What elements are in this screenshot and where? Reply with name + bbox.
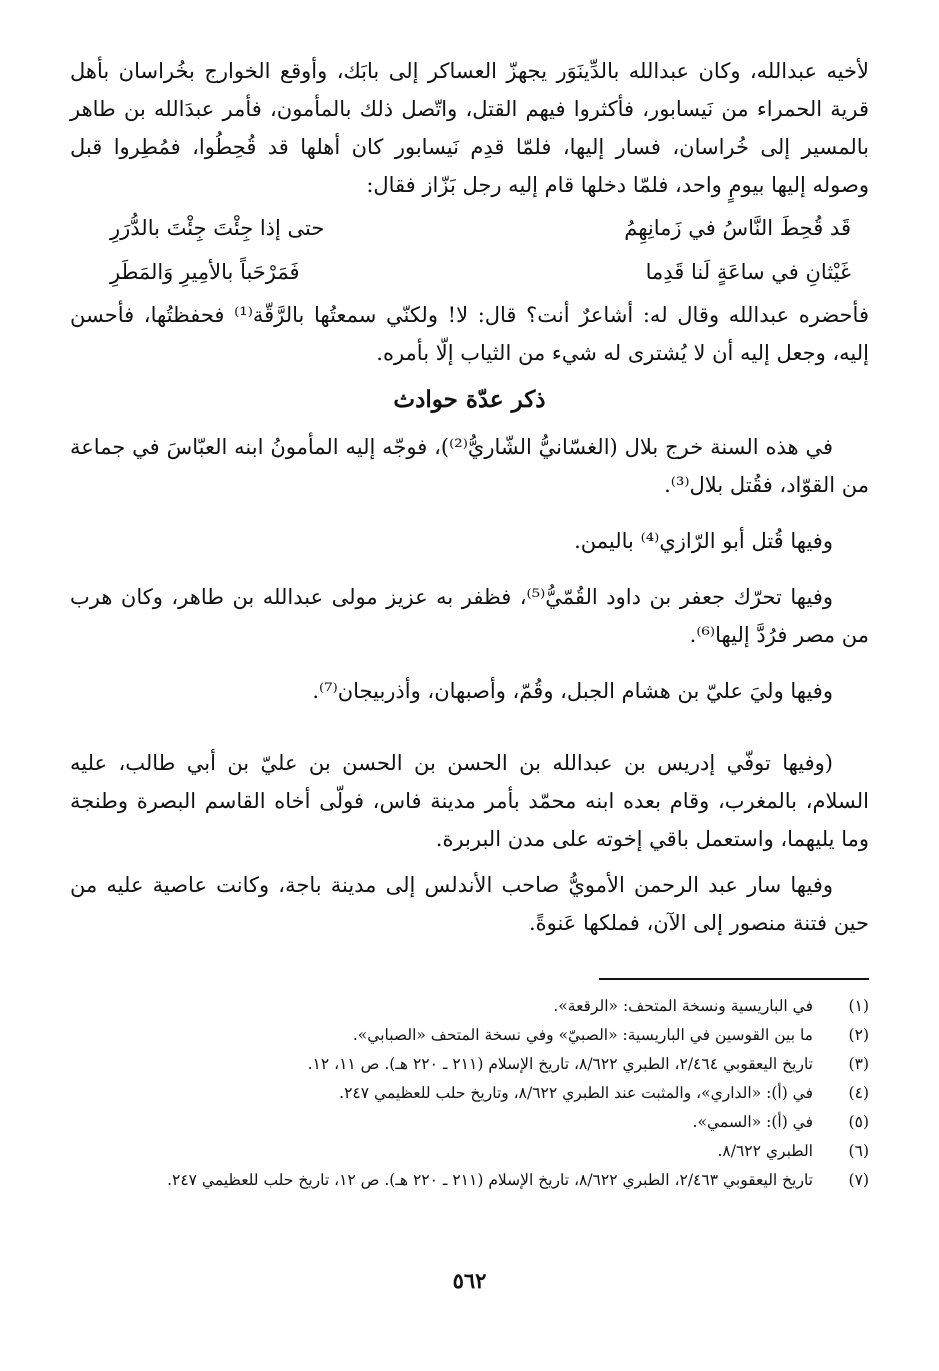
event-paragraph: وفيها قُتل أبو الرّازي⁽⁴⁾ باليمن.	[574, 529, 833, 553]
footnote-number: (٦)	[848, 1142, 869, 1160]
intro-paragraph: لأخيه عبدالله، وكان عبدالله بالدِّينَوَر يجهزّ العساكر إلى بابَك، وأوقع الخوارج بخُراسان بأهل قرية الحمراء من نَيسابور، فأكثروا فيهم القتل، واتّصل ذلك بالمأمون، فأمر عبدَالله بن طاهر بالمسير إلى خُراسان، فسار إليها، فلمّا قدِم نَيسابور كان أهلها قد قُحِطُوا، فمُطِروا قبل وصوله إليها بيومٍ واحد، فلمّا دخلها قام إليه رجل بَزّاز فقال:	[70, 59, 869, 197]
page-number: ٥٦٢	[452, 1268, 487, 1293]
verse-second-hemistich: حتى إذا جِئْتَ جِئْتَ بالدُّرَرِ	[110, 216, 325, 240]
footnote-number: (٣)	[848, 1055, 869, 1073]
footnote	[70, 1166, 869, 1195]
poem-verses	[70, 206, 869, 294]
footnote	[70, 992, 869, 1021]
verse-line	[70, 206, 869, 250]
verse-first-hemistich: قَد قُحِطَ النَّاسُ في زَمانِهِمُ	[624, 216, 851, 240]
footnote-text: الطبري ٨/٦٢٢.	[717, 1142, 813, 1160]
footnote-text: في الباريسية ونسخة المتحف: «الرقعة».	[553, 997, 813, 1015]
verse-line	[70, 250, 869, 294]
footnote-text: في (أ): «الداري»، والمثبت عند الطبري ٨/٦٢٢، وتاريخ حلب للعظيمي ٢٤٧.	[339, 1084, 813, 1102]
footnote	[70, 1137, 869, 1166]
footnote-text: تاريخ اليعقوبي ٢/٤٦٣، الطبري ٨/٦٢٢، تاريخ الإسلام (٢١١ ـ ٢٢٠ هـ). ص ١٢، تاريخ حلب للعظيمي ٢٤٧.	[167, 1171, 813, 1189]
event-paragraph: وفيها سار عبد الرحمن الأمويُّ صاحب الأندلس إلى مدينة باجة، وكانت عاصية عليه من حين فتنة منصور إلى الآن، فملكها عَنوةً.	[70, 873, 869, 935]
footnote-number: (٤)	[848, 1084, 869, 1102]
after-verses-paragraph: فأحضره عبدالله وقال له: أشاعرٌ أنت؟ قال: لا! ولكنّي سمعتُها بالرَّقّة⁽¹⁾ فحفظتُها، فأحسن إليه، وجعل إليه أن لا يُشترى له شيء من الثياب إلّا بأمره.	[70, 303, 869, 365]
event-paragraph: في هذه السنة خرج بلال (الغسّانيُّ الشّاريُّ⁽²⁾)، فوجّه إليه المأمونُ ابنه العبّاسَ في جماعة من القوّاد، فقُتل بلال⁽³⁾.	[70, 435, 869, 497]
footnote	[70, 1079, 869, 1108]
footnotes	[70, 992, 869, 1195]
footnote-number: (١)	[848, 997, 869, 1015]
footnote	[70, 1050, 869, 1079]
footnote-text: في (أ): «السمي».	[692, 1113, 813, 1131]
footnote-text: ما بين القوسين في الباريسية: «الصبيّ» وفي نسخة المتحف «الصبابي».	[352, 1026, 813, 1044]
footnote	[70, 1021, 869, 1050]
footnote-number: (٢)	[848, 1026, 869, 1044]
footnote-number: (٧)	[848, 1171, 869, 1189]
verse-first-hemistich: غَيْثانِ في ساعَةٍ لَنا قَدِما	[645, 260, 851, 284]
event-paragraph: وفيها تحرّك جعفر بن داود القُمّيُّ⁽⁵⁾، فظفر به عزيز مولى عبدالله بن طاهر، وكان هرب من مصر فرُدَّ إليها⁽⁶⁾.	[70, 585, 869, 647]
footnote-divider	[599, 978, 869, 980]
section-heading: ذكر عدّة حوادث	[393, 386, 546, 413]
event-paragraph: (وفيها توفّي إدريس بن عبدالله بن الحسن بن الحسن بن عليّ بن أبي طالب، عليه السلام، بالمغرب، وقام بعده ابنه محمّد بأمر مدينة فاس، فولّى أخاه القاسم البصرة وطنجة وما يليهما، واستعمل باقي إخوته على مدن البربرة.	[70, 751, 869, 851]
footnote-number: (٥)	[848, 1113, 869, 1131]
verse-second-hemistich: فَمَرْحَباً بالأمِيرِ وَالمَطَرِ	[110, 260, 300, 284]
event-paragraph: وفيها وليَ عليّ بن هشام الجبل، وقُمّ، وأصبهان، وأذربيجان⁽⁷⁾.	[312, 679, 833, 703]
footnote-text: تاريخ اليعقوبي ٢/٤٦٤، الطبري ٨/٦٢٢، تاريخ الإسلام (٢١١ ـ ٢٢٠ هـ). ص ١١، ١٢.	[307, 1055, 813, 1073]
footnote	[70, 1108, 869, 1137]
